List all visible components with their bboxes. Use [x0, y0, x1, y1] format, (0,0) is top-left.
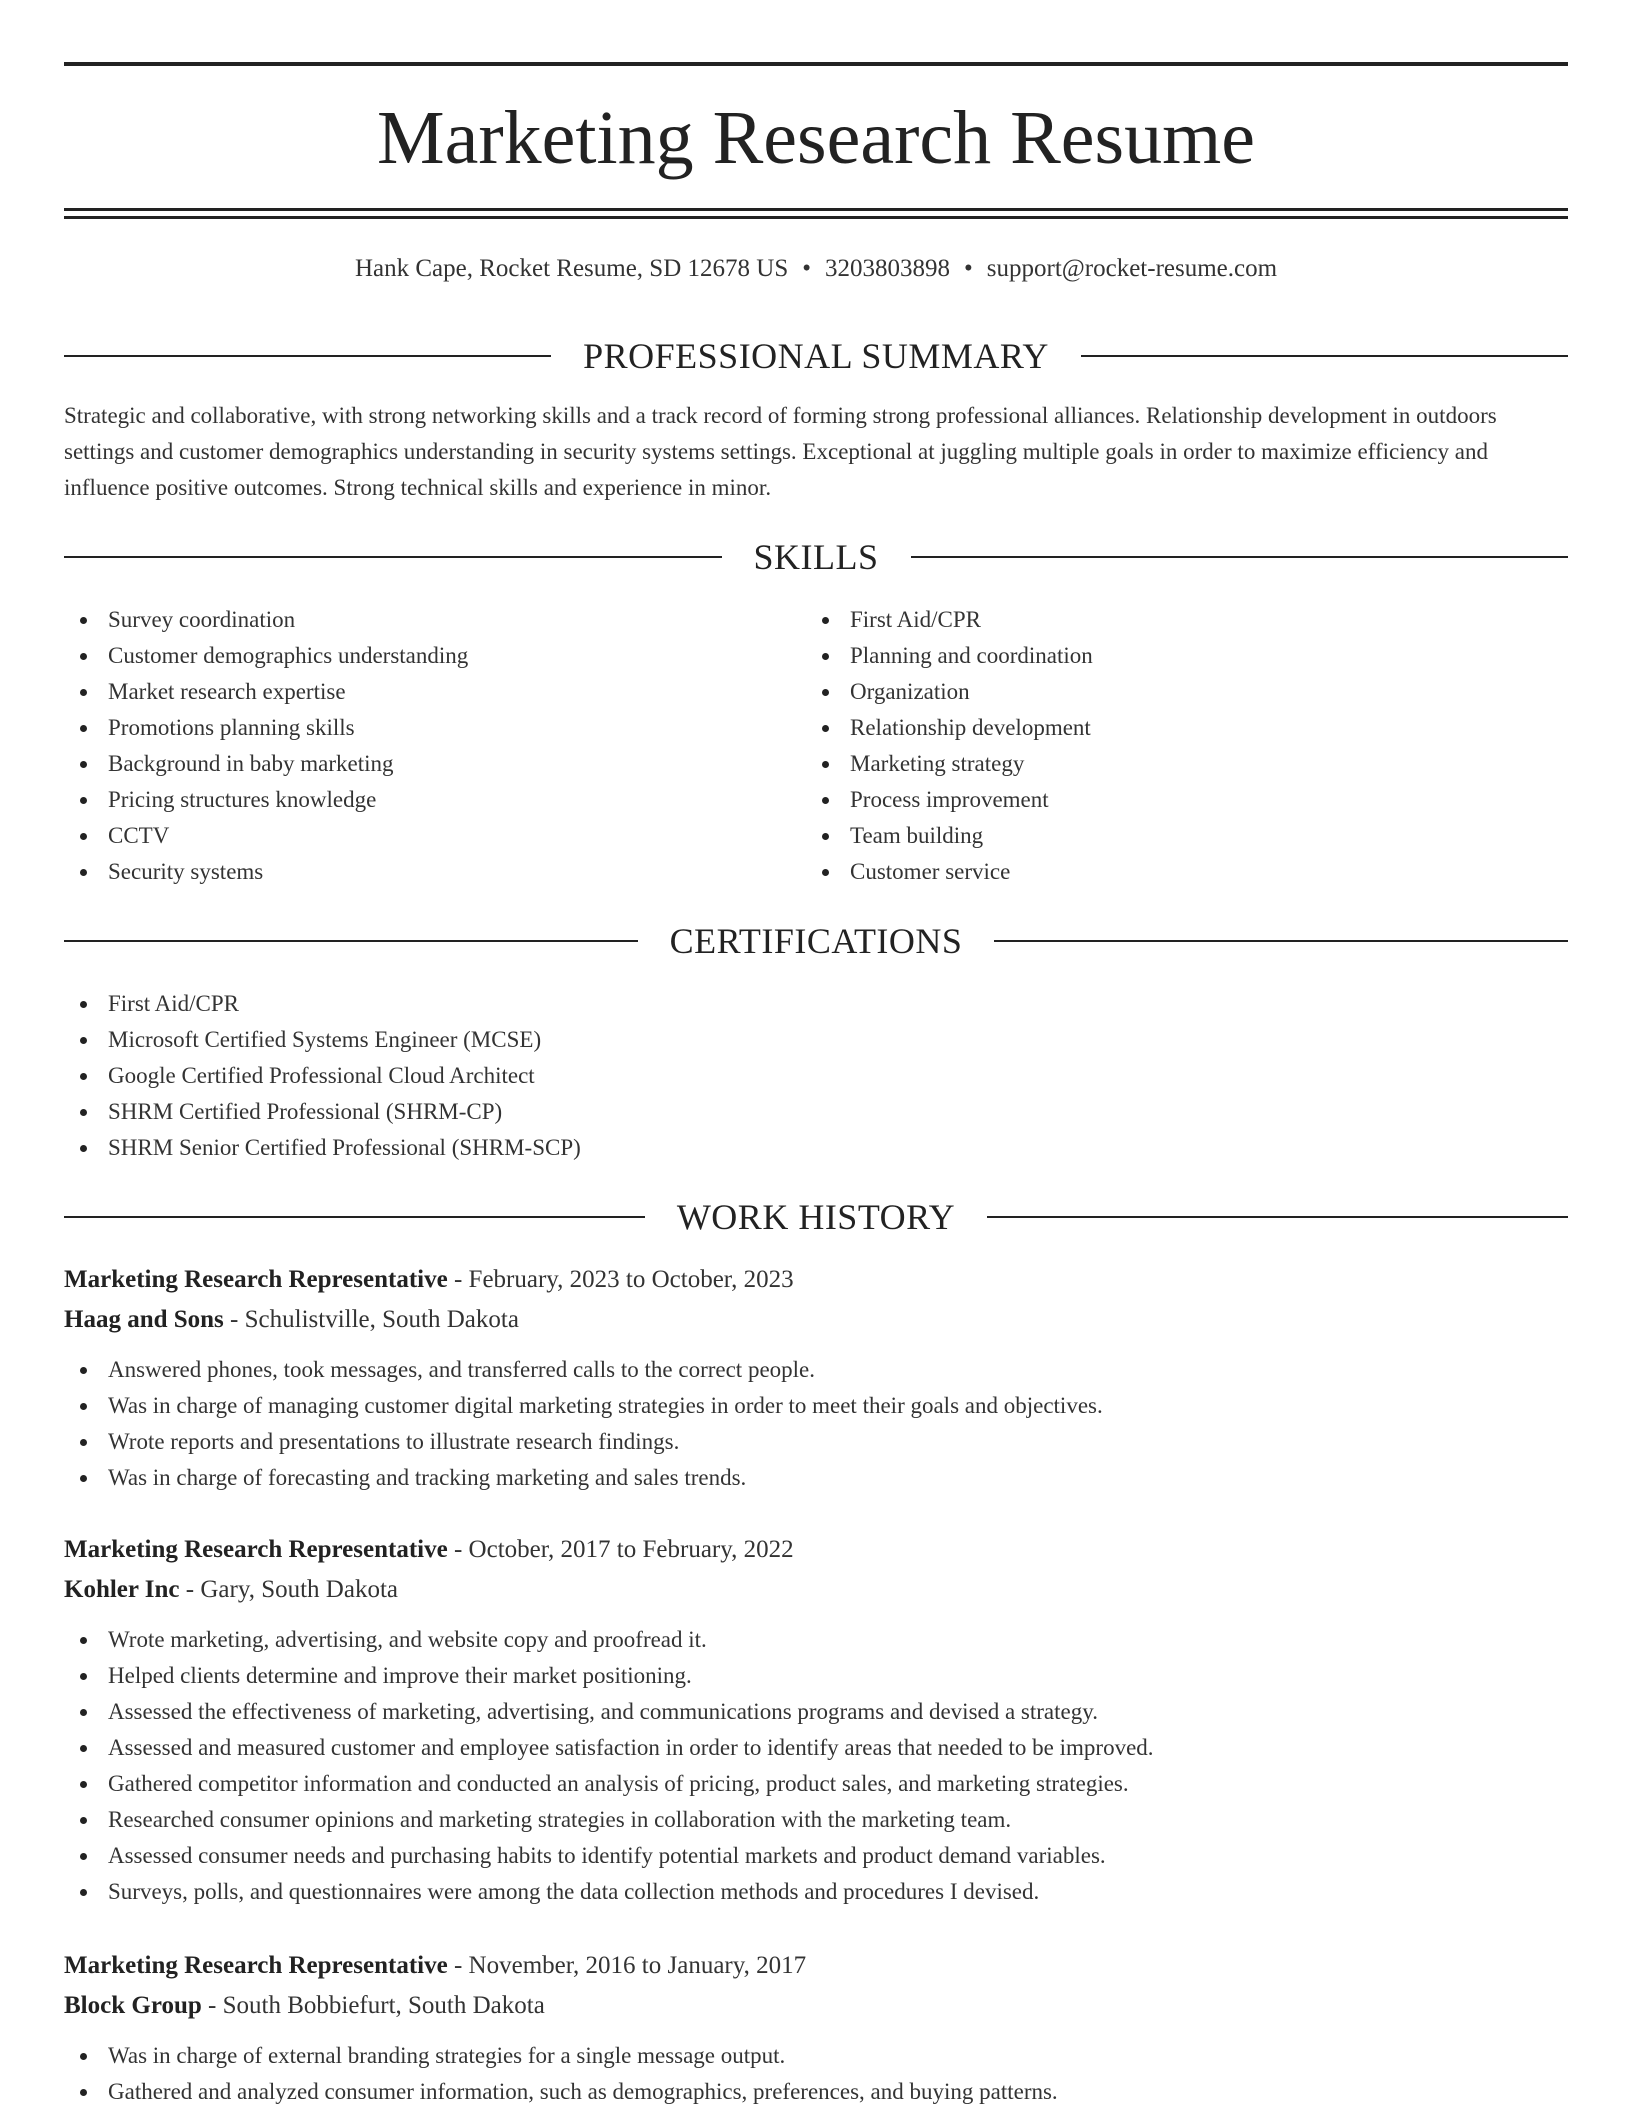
skill-item: Marketing strategy	[806, 746, 1546, 782]
certification-item: Google Certified Professional Cloud Architect	[64, 1058, 1568, 1094]
job-duty: Assessed and measured customer and employee satisfaction in order to identify areas that needed to be improved.	[64, 1730, 1568, 1766]
job-duty: Gathered and analyzed consumer information, such as demographics, preferences, and buying patterns.	[64, 2074, 1568, 2110]
job-duties-list	[64, 2038, 1568, 2110]
heading-rule-left	[64, 1216, 645, 1218]
job-duty: Was in charge of external branding strategies for a single message output.	[64, 2038, 1568, 2074]
job-title-line	[64, 1530, 1568, 1570]
resume-title: Marketing Research Resume	[377, 96, 1255, 180]
job-title: Marketing Research Representative	[64, 1266, 448, 1293]
certification-item: SHRM Senior Certified Professional (SHRM-SCP)	[64, 1130, 1568, 1166]
contact-line	[64, 252, 1568, 286]
skill-item: Planning and coordination	[806, 638, 1546, 674]
job-duty: Gathered competitor information and conducted an analysis of pricing, product sales, and marketing strategies.	[64, 1766, 1568, 1802]
job-entry	[64, 1530, 1568, 1910]
job-company-line	[64, 1300, 1568, 1340]
contact-separator: •	[802, 255, 811, 282]
skill-item: Customer demographics understanding	[64, 638, 804, 674]
job-entry	[64, 1260, 1568, 1496]
heading-rule-left	[64, 940, 638, 942]
skill-item: Background in baby marketing	[64, 746, 804, 782]
job-title: Marketing Research Representative	[64, 1952, 448, 1979]
job-duty: Wrote marketing, advertising, and website copy and proofread it.	[64, 1622, 1568, 1658]
contact-address: Hank Cape, Rocket Resume, SD 12678 US	[354, 255, 789, 282]
certifications-section-heading	[64, 919, 1568, 963]
heading-rule-right	[911, 556, 1569, 558]
job-duty: Surveys, polls, and questionnaires were among the data collection methods and procedures I devised.	[64, 1874, 1568, 1910]
summary-text: Strategic and collaborative, with strong networking skills and a track record of forming strong professional alliances. Relationship development in outdoors settings and customer demographics understanding in security systems settings. Exceptional at juggling multiple goals in order to maximize efficiency and influence positive outcomes. Strong technical skills and experience in minor.	[64, 403, 1497, 500]
job-company: Haag and Sons	[64, 1306, 224, 1333]
skills-section-heading	[64, 535, 1568, 579]
contact-separator: •	[964, 255, 973, 282]
job-title-line	[64, 1946, 1568, 1986]
heading-rule-right	[987, 1216, 1568, 1218]
skills-column-right	[806, 602, 1546, 890]
job-dates: - October, 2017 to February, 2022	[447, 1536, 794, 1563]
work-history-section-heading	[64, 1195, 1568, 1239]
title-rule-lower	[64, 216, 1568, 219]
skill-item: Pricing structures knowledge	[64, 782, 804, 818]
heading-rule-right	[994, 940, 1568, 942]
skill-item: Organization	[806, 674, 1546, 710]
job-duties-list	[64, 1622, 1568, 1910]
skill-item: Relationship development	[806, 710, 1546, 746]
skill-item: CCTV	[64, 818, 804, 854]
skill-item: Security systems	[64, 854, 804, 890]
job-company-line	[64, 1570, 1568, 1610]
job-duty: Was in charge of forecasting and tracking marketing and sales trends.	[64, 1460, 1568, 1496]
certifications-heading-label: CERTIFICATIONS	[669, 921, 963, 961]
job-duty: Helped clients determine and improve their market positioning.	[64, 1658, 1568, 1694]
certifications-block	[64, 986, 1568, 1166]
job-duty: Researched consumer opinions and marketing strategies in collaboration with the marketing team.	[64, 1802, 1568, 1838]
skills-list-right	[806, 602, 1546, 890]
heading-rule-right	[1081, 355, 1568, 357]
job-title-line	[64, 1260, 1568, 1300]
certification-item: First Aid/CPR	[64, 986, 1568, 1022]
job-location: - South Bobbiefurt, South Dakota	[201, 1992, 545, 2019]
skill-item: Team building	[806, 818, 1546, 854]
certification-item: SHRM Certified Professional (SHRM-CP)	[64, 1094, 1568, 1130]
skill-item: Process improvement	[806, 782, 1546, 818]
skill-item: First Aid/CPR	[806, 602, 1546, 638]
skill-item: Promotions planning skills	[64, 710, 804, 746]
skill-item: Customer service	[806, 854, 1546, 890]
title-rule-upper	[64, 208, 1568, 211]
contact-email: support@rocket-resume.com	[986, 255, 1278, 282]
skill-item: Survey coordination	[64, 602, 804, 638]
job-location: - Gary, South Dakota	[179, 1576, 398, 1603]
work-history-heading-label: WORK HISTORY	[676, 1197, 956, 1237]
skill-item: Market research expertise	[64, 674, 804, 710]
job-duty: Assessed the effectiveness of marketing, advertising, and communications programs and devised a strategy.	[64, 1694, 1568, 1730]
skills-column-left	[64, 602, 804, 890]
skills-heading-label: SKILLS	[753, 537, 879, 577]
summary-section-heading	[64, 334, 1568, 378]
job-duties-list	[64, 1352, 1568, 1496]
job-dates: - November, 2016 to January, 2017	[447, 1952, 807, 1979]
job-duty: Was in charge of managing customer digital marketing strategies in order to meet their goals and objectives.	[64, 1388, 1568, 1424]
job-company: Block Group	[64, 1992, 202, 2019]
certifications-list	[64, 986, 1568, 1166]
summary-heading-label: PROFESSIONAL SUMMARY	[583, 336, 1049, 376]
job-company-line	[64, 1986, 1568, 2026]
job-duty: Assessed consumer needs and purchasing habits to identify potential markets and product demand variables.	[64, 1838, 1568, 1874]
job-company: Kohler Inc	[64, 1576, 180, 1603]
job-dates: - February, 2023 to October, 2023	[447, 1266, 794, 1293]
certification-item: Microsoft Certified Systems Engineer (MCSE)	[64, 1022, 1568, 1058]
skills-list-left	[64, 602, 804, 890]
job-duty: Wrote reports and presentations to illustrate research findings.	[64, 1424, 1568, 1460]
contact-phone: 3203803898	[825, 255, 950, 282]
top-rule	[64, 62, 1568, 66]
heading-rule-left	[64, 355, 551, 357]
job-entry	[64, 1946, 1568, 2110]
job-title: Marketing Research Representative	[64, 1536, 448, 1563]
heading-rule-left	[64, 556, 722, 558]
job-location: - Schulistville, South Dakota	[223, 1306, 519, 1333]
job-duty: Answered phones, took messages, and transferred calls to the correct people.	[64, 1352, 1568, 1388]
